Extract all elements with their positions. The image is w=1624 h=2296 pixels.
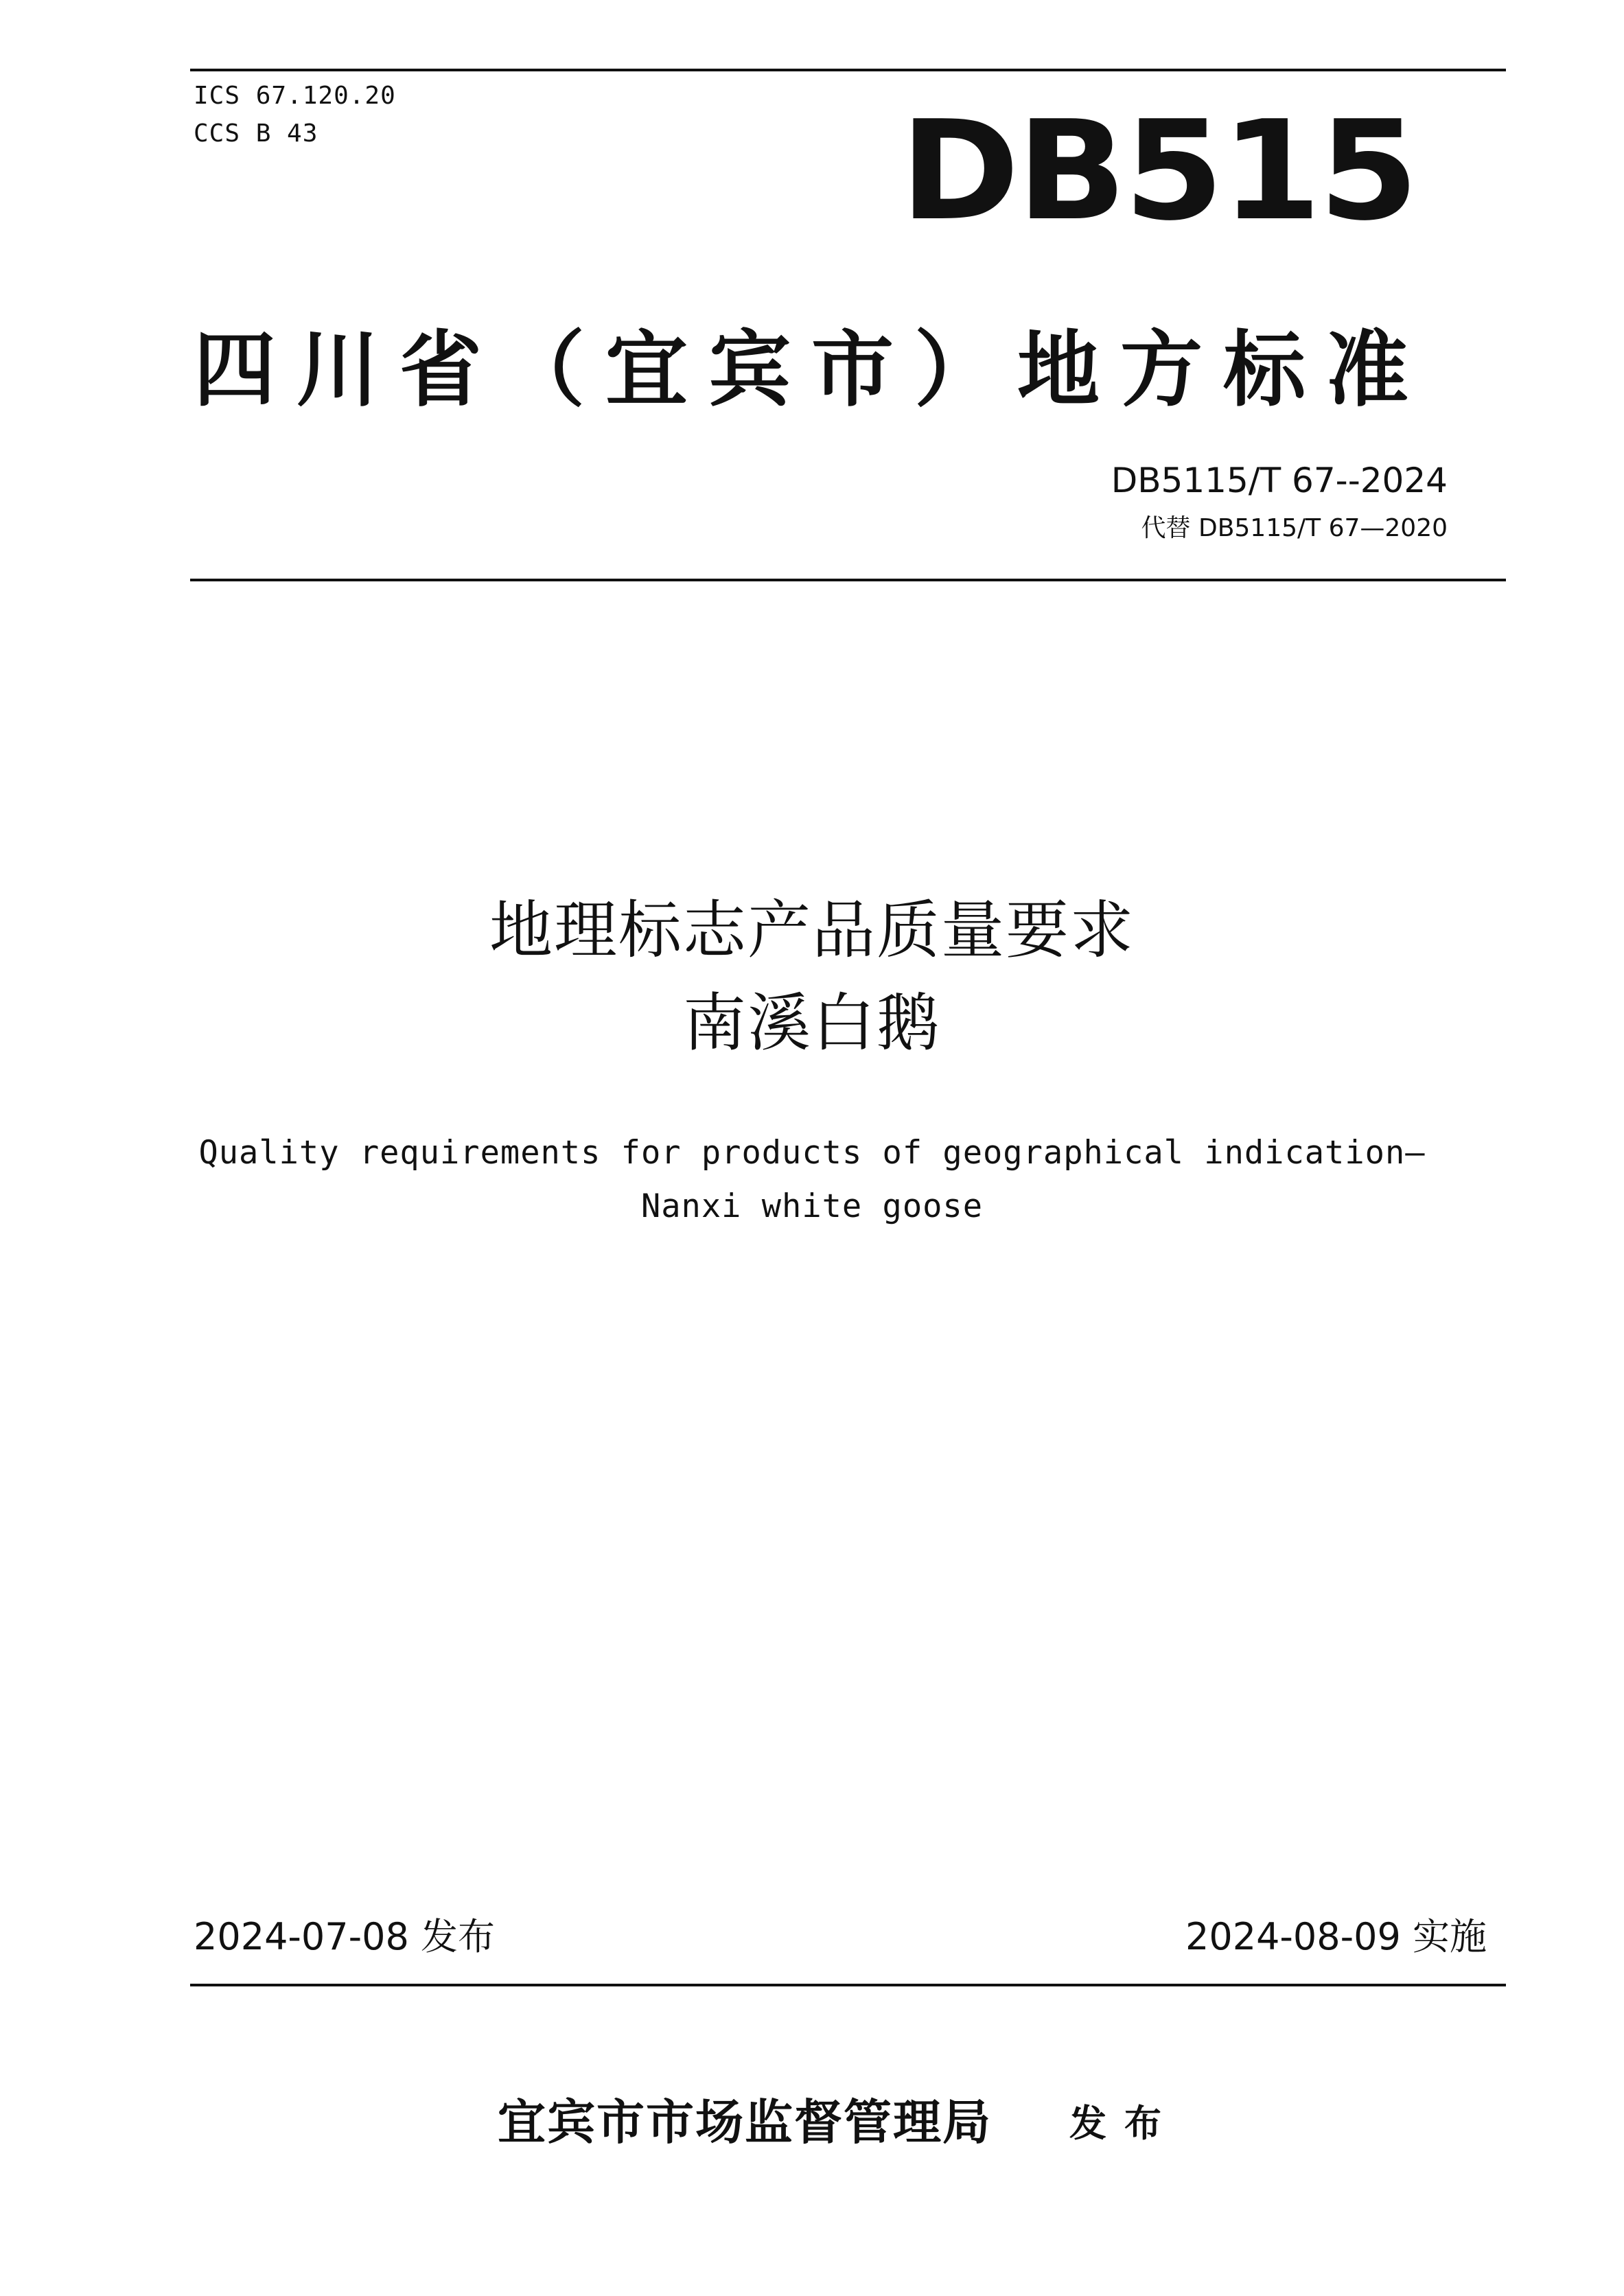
issue-date: 2024-07-08 发布 [194,1915,495,1958]
subtitle-chinese: 南溪白鹅 [682,986,941,1060]
title-english: Quality requirements for products of geographical indication— [198,1134,1426,1172]
standard-type-heading: 四川省（宜宾市）地方标准 [194,323,1429,418]
footer-rule [190,1984,1506,1986]
replaces-standard: 代替 DB5115/T 67—2020 [1141,514,1448,542]
publish-label: 发布 [1069,2101,1179,2145]
header-rule [190,579,1506,581]
implementation-date: 2024-08-09 实施 [1185,1915,1487,1958]
title-chinese: 地理标志产品质量要求 [489,894,1135,967]
subtitle-english: Nanxi white goose [640,1187,984,1225]
ccs-code: CCS B 43 [194,119,318,148]
publisher-name: 宜宾市市场监督管理局 [498,2094,992,2150]
top-rule [190,69,1506,71]
ics-code: ICS 67.120.20 [194,82,396,110]
db515-logo: DB515 [900,91,1416,251]
standard-number: DB5115/T 67--2024 [1111,461,1448,500]
